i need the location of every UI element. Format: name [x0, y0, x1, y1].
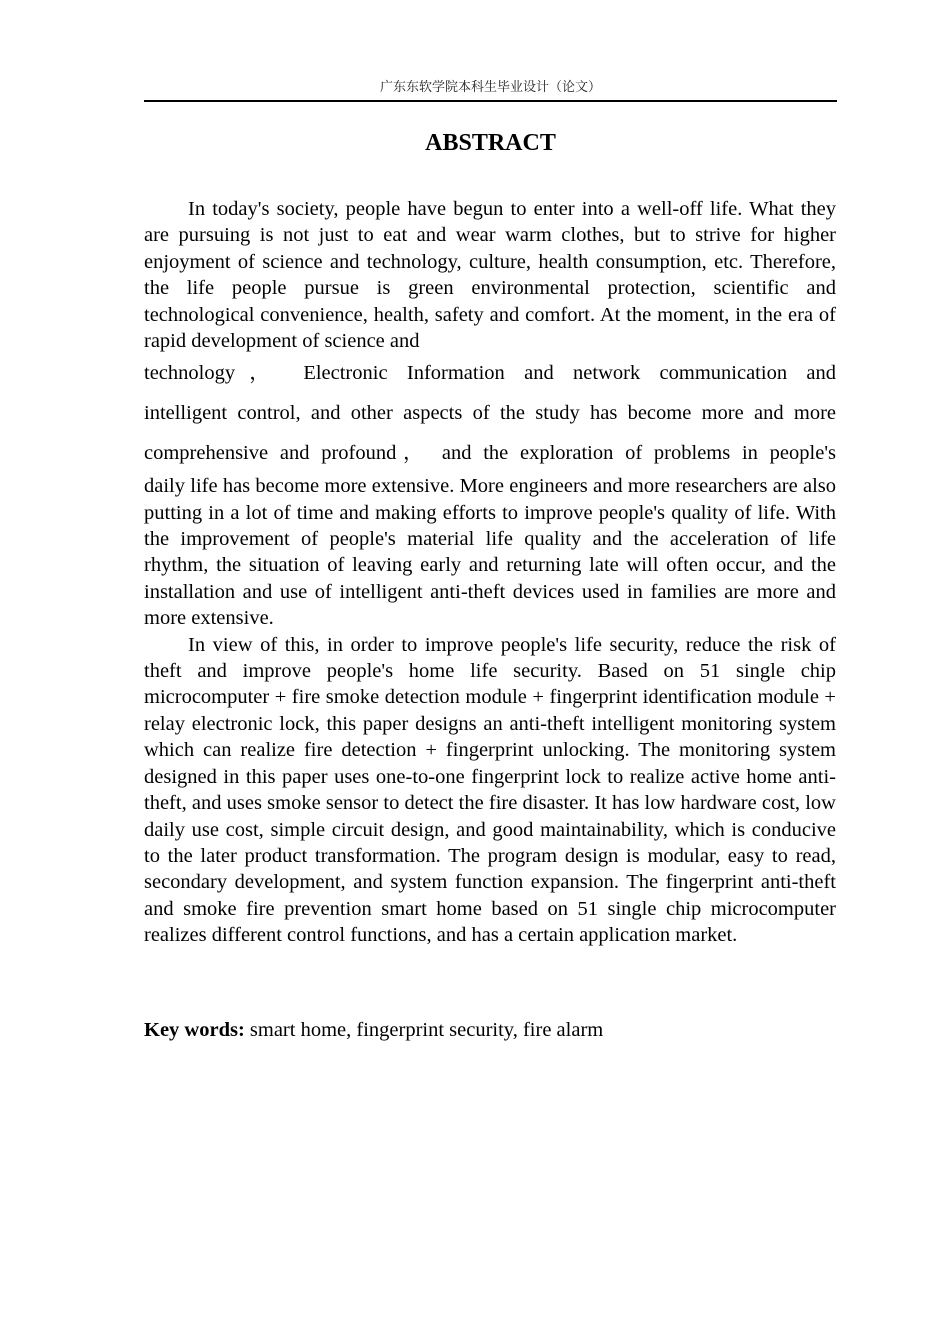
abstract-title: ABSTRACT [425, 130, 556, 156]
keywords-value: smart home, fingerprint security, fire alarm [249, 1019, 604, 1041]
keywords-label: Key words: [144, 1019, 245, 1041]
paragraph-2: In view of this, in order to improve people's life security, reduce the risk of theft and improve people's home life security. Based on 51 single chip microcomputer + fire smoke detection module + fingerprint identification module + relay electronic lock, this paper designs an anti-theft intelligent monitoring system which can realize fire detection + fingerprint unlocking. The monitoring system designed in this paper uses one-to-one fingerprint lock to realize active home anti-theft, and uses smoke sensor to detect the fire disaster. It has low hardware cost, low daily use cost, simple circuit design, and good maintainability, which is conducive to the later product transformation. The program design is modular, easy to read, secondary development, and system function expansion. The fingerprint anti-theft and smoke fire prevention smart home based on 51 single chip microcomputer realizes different control functions, and has a certain application market. [144, 633, 836, 947]
header-rule [144, 100, 837, 102]
paragraph-1-loose-line-1: technology， Electronic Information and network communication and [144, 362, 836, 385]
paragraph-1-part-1: In today's society, people have begun to enter into a well-off life. What they are pursuing is not just to eat and wear warm clothes, but to strive for higher enjoyment of science and technology, culture, health consumption, etc. Therefore, the life people pursue is green environmental protection, scientific and technological convenience, health, safety and comfort. At the moment, in the era of rapid development of science and [144, 198, 836, 353]
abstract-body [144, 196, 836, 949]
keywords-line [144, 1016, 836, 1044]
paragraph-1-part-2: daily life has become more extensive. More engineers and more researchers are also putting in a lot of time and making efforts to improve people's quality of life. With the improvement of people's material life quality and the acceleration of life rhythm, the situation of leaving early and returning late will often occur, and the installation and use of intelligent anti-theft devices used in families are more and more extensive. [144, 475, 836, 630]
paragraph-1-loose-line-2: intelligent control, and other aspects of the study has become more and more [144, 402, 836, 425]
running-header: 广东东软学院本科生毕业设计（论文） [379, 80, 601, 95]
paragraph-1-loose-line-3: comprehensive and profound， and the exploration of problems in people's [144, 441, 836, 464]
